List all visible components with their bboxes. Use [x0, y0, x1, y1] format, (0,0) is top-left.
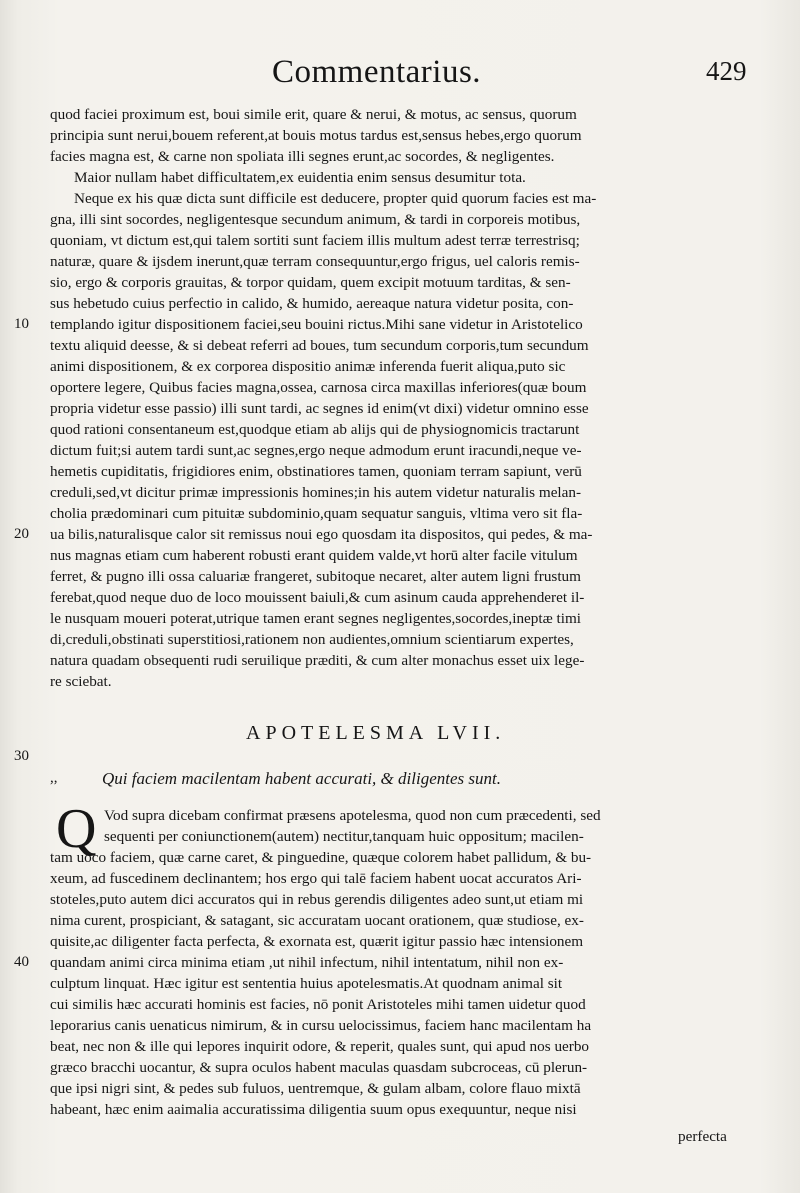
text-line: dictum fuit;si autem tardi sunt,ac segnes,ergo neque admodum erunt iracundi,neque ve- — [50, 442, 582, 459]
quote-mark: ,, — [50, 770, 58, 786]
text-line: textu aliquid deesse, & si debeat referri ad boues, tum secundum corporis,tum secundum — [50, 337, 589, 354]
section-heading: APOTELESMA LVII. — [246, 722, 506, 744]
text-line: animi dispositionem, & ex corporea dispositio animæ inferenda fuerit aliqua,puto sic — [50, 358, 566, 375]
text-line: naturæ, quare & ijsdem inerunt,quæ terram consequuntur,ergo frigus, uel caloris remis- — [50, 253, 580, 270]
text-line: ferret, & pugno illi ossa caluariæ frangeret, subitoque necaret, alter autem ligni frustum — [50, 568, 581, 585]
text-line: creduli,sed,vt dicitur primæ impressionis homines;in his autem videtur naturalis melan- — [50, 484, 582, 501]
text-line: quoniam, vt dictum est,qui talem sortiti sunt faciem illis multum adest terræ terrestrisq; — [50, 232, 580, 249]
text-line: tam uoco faciem, quæ carne caret, & pinguedine, quæque colorem habet pallidum, & bu- — [50, 849, 592, 866]
line-number-40: 40 — [14, 954, 29, 970]
text-line: ua bilis,naturalisque calor sit remissus noui ego quosdam ita dispositos, qui pedes, & ma- — [50, 526, 593, 543]
text-line: ferebat,quod neque duo de loco mouissent baiuli,& cum asinum cauda apprehenderet il- — [50, 589, 585, 606]
text-line: propria videtur esse passio) illi sunt tardi, ac segnes id enim(vt dixi) videtur omnino esse — [50, 400, 589, 417]
text-line: leporarius canis uenaticus nimirum, & in cursu uelocissimus, faciem hanc macilentam ha — [50, 1017, 592, 1034]
page-number: 429 — [706, 56, 747, 86]
text-line: gna, illi sint socordes, negligentesque secundum animum, & tardi in corporeis motibus, — [50, 211, 581, 228]
text-line: habeant, hæc enim aaimalia accuratissima diligentia suum opus exequuntur, neque nisi — [50, 1101, 577, 1118]
text-line: di,creduli,obstinati superstitiosi,rationem non audientes,omnium scientiarum expertes, — [50, 631, 574, 648]
catchword: perfecta — [678, 1128, 727, 1145]
text-line: que ipsi nigri sint, & pedes sub fuluos, uentremque, & gulam albam, colore flauo mixtā — [50, 1080, 581, 1097]
text-line: oportere legere, Quibus facies magna,ossea, carnosa circa maxillas inferiores(quæ boum — [50, 379, 587, 396]
text-line: Vod supra dicebam confirmat præsens apotelesma, quod non cum præcedenti, sed — [104, 807, 601, 824]
running-head-title: Commentarius. — [272, 54, 482, 90]
text-line: le nusquam moueri poterat,utrique tamen erant segnes negligentes,socordes,ineptæ timi — [50, 610, 581, 627]
text-line: nima curent, prospiciant, & satagant, sic accuratam uocant orationem, quæ studiose, ex- — [50, 912, 584, 929]
text-line: quod rationi consentaneum est,quodque etiam ab alijs qui de physiognomicis tractarunt — [50, 421, 580, 438]
line-number-10: 10 — [14, 316, 29, 332]
text-line: cholia prædominari cum pituitæ subdominio,quam sequatur sanguis, vltima vero sit fla- — [50, 505, 583, 522]
text-line: re sciebat. — [50, 673, 112, 690]
line-number-30: 30 — [14, 748, 29, 764]
text-line: culptum linquat. Hæc igitur est sententia huius apotelesmatis.At quodnam animal sit — [50, 975, 563, 992]
text-line: sus hebetudo cuius perfectio in calido, & humido, aereaque natura videtur posita, con- — [50, 295, 574, 312]
text-line: quod faciei proximum est, boui simile erit, quare & nerui, & motus, ac sensus, quorum — [50, 106, 577, 123]
text-line: Neque ex his quæ dicta sunt difficile est deducere, propter quid quorum facies est ma- — [74, 190, 597, 207]
text-line: templando igitur dispositionem faciei,seu bouini rictus.Mihi sane videtur in Aristotelico — [50, 316, 583, 333]
text-line: beat, nec non & ille qui lepores inquirit odore, & reperit, quales sunt, qui apud nos uerbo — [50, 1038, 590, 1055]
text-line: quisite,ac diligenter facta perfecta, & exornata est, quærit igitur passio hæc intensionem — [50, 933, 584, 950]
text-line: principia sunt nerui,bouem referent,at bouis motus tardus est,sensus hebes,ergo quorum — [50, 127, 582, 144]
text-line: nus magnas etiam cum haberent robusti erant quidem valde,vt horū alter facile vitulum — [50, 547, 578, 564]
text-line: facies magna est, & carne non spoliata illi segnes erunt,ac socordes, & negligentes. — [50, 148, 555, 165]
text-line: Maior nullam habet difficultatem,ex euidentia enim sensus desumitur tota. — [74, 169, 526, 186]
text-line: sequenti per coniunctionem(autem) nectitur,tanquam huic oppositum; macilen- — [104, 828, 584, 845]
text-line: xeum, ad fuscedinem declinantem; hos ergo qui talē faciem habent uocat accuratos Ari- — [50, 870, 582, 887]
line-number-20: 20 — [14, 526, 29, 542]
text-line: natura quadam obsequenti rudi seruilique præditi, & cum alter monachus esset uix lege- — [50, 652, 585, 669]
section-subtitle: Qui faciem macilentam habent accurati, & diligentes sunt. — [102, 769, 501, 788]
text-line: græco bracchi uocantur, & supra oculos habent maculas quasdam subcroceas, cū plerun- — [50, 1059, 588, 1076]
text-line: quandam animi circa minima etiam ,ut nihil infectum, nihil intentatum, nihil non ex- — [50, 954, 564, 971]
text-line: stoteles,puto autem dici accuratos qui in rebus gerendis diligentes adeo sunt,ut etiam mi — [50, 891, 584, 908]
drop-cap: Q — [56, 798, 97, 860]
text-line: sio, ergo & corporis grauitas, & torpor quidam, quem excipit motuum tarditas, & sen- — [50, 274, 571, 291]
text-line: cui similis hæc accurati hominis est facies, nō ponit Aristoteles mihi tamen uidetur quod — [50, 996, 586, 1013]
text-line: hemetis cupiditatis, frigidiores enim, obstinatiores tamen, quoniam terram sapiunt, verū — [50, 463, 582, 480]
